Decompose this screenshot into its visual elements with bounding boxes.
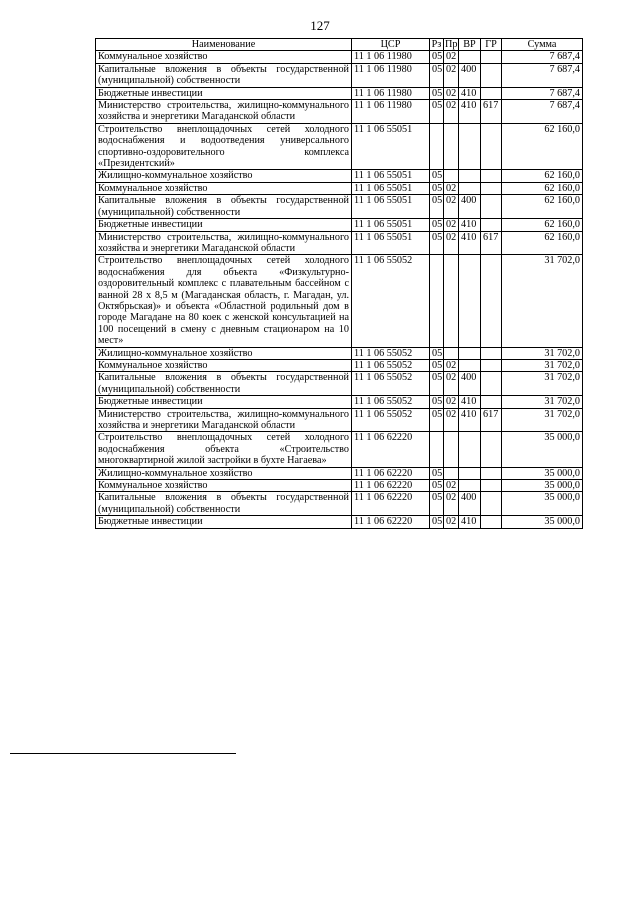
cell-name: Бюджетные инвестиции	[96, 87, 352, 99]
cell-name: Жилищно-коммунальное хозяйство	[96, 467, 352, 479]
cell-csr: 11 1 06 55051	[352, 219, 430, 231]
cell-rz: 05	[430, 170, 444, 182]
cell-gr: 617	[481, 100, 502, 124]
cell-csr: 11 1 06 55051	[352, 123, 430, 170]
cell-rz: 05	[430, 182, 444, 194]
cell-name: Строительство внеплощадочных сетей холодного водоснабжения объекта «Строительство многоквартирной жилой застройки в бухте Нагаева»	[96, 432, 352, 467]
cell-vr: 410	[459, 219, 481, 231]
cell-rz	[430, 432, 444, 467]
cell-gr: 617	[481, 408, 502, 432]
cell-rz: 05	[430, 396, 444, 408]
cell-rz: 05	[430, 516, 444, 528]
cell-csr: 11 1 06 11980	[352, 63, 430, 87]
cell-rz: 05	[430, 480, 444, 492]
table-row	[96, 480, 583, 492]
cell-pr	[444, 432, 459, 467]
cell-csr: 11 1 06 55051	[352, 170, 430, 182]
cell-vr: 400	[459, 492, 481, 516]
cell-gr	[481, 516, 502, 528]
cell-pr: 02	[444, 359, 459, 371]
cell-sum: 7 687,4	[502, 63, 583, 87]
cell-pr: 02	[444, 100, 459, 124]
cell-vr	[459, 467, 481, 479]
cell-pr	[444, 170, 459, 182]
cell-name: Министерство строительства, жилищно-коммунального хозяйства и энергетики Магаданской области	[96, 408, 352, 432]
cell-rz: 05	[430, 100, 444, 124]
cell-gr	[481, 347, 502, 359]
header-vr: ВР	[459, 39, 481, 51]
cell-gr	[481, 359, 502, 371]
table-row	[96, 51, 583, 63]
table-row	[96, 408, 583, 432]
cell-sum: 7 687,4	[502, 51, 583, 63]
cell-sum: 7 687,4	[502, 87, 583, 99]
cell-name: Жилищно-коммунальное хозяйство	[96, 347, 352, 359]
header-rz: Рз	[430, 39, 444, 51]
cell-sum: 62 160,0	[502, 195, 583, 219]
cell-csr: 11 1 06 62220	[352, 432, 430, 467]
cell-pr: 02	[444, 516, 459, 528]
table-body	[96, 51, 583, 528]
cell-csr: 11 1 06 55051	[352, 231, 430, 255]
table-row	[96, 347, 583, 359]
cell-rz: 05	[430, 231, 444, 255]
cell-vr	[459, 255, 481, 347]
table-row	[96, 359, 583, 371]
cell-gr	[481, 372, 502, 396]
cell-sum: 35 000,0	[502, 516, 583, 528]
cell-gr	[481, 182, 502, 194]
cell-csr: 11 1 06 55052	[352, 396, 430, 408]
cell-rz	[430, 255, 444, 347]
cell-sum: 35 000,0	[502, 467, 583, 479]
header-pr: Пр	[445, 39, 458, 50]
table-row	[96, 100, 583, 124]
cell-rz: 05	[430, 63, 444, 87]
cell-pr: 02	[444, 195, 459, 219]
cell-pr: 02	[444, 492, 459, 516]
cell-csr: 11 1 06 62220	[352, 467, 430, 479]
header-gr: ГР	[481, 39, 502, 51]
cell-name: Коммунальное хозяйство	[96, 359, 352, 371]
budget-table	[95, 38, 583, 529]
cell-name: Капитальные вложения в объекты государственной (муниципальной) собственности	[96, 372, 352, 396]
cell-name: Строительство внеплощадочных сетей холодного водоснабжения для объекта «Физкультурно-оздоровительный комплекс с плавательным бассейном с ванной 28 х 8,5 м (Магаданская область, г. Магадан, ул. Октябрьская)» и объекта «Областной родильный дом в городе Магадане на 80 коек с женской консультацией на 100 посещений в смену с дневным стационаром на 10 мест»	[96, 255, 352, 347]
cell-csr: 11 1 06 55051	[352, 195, 430, 219]
table-row	[96, 492, 583, 516]
cell-vr	[459, 359, 481, 371]
cell-gr	[481, 255, 502, 347]
cell-sum: 31 702,0	[502, 408, 583, 432]
cell-gr	[481, 432, 502, 467]
cell-rz: 05	[430, 408, 444, 432]
cell-pr	[444, 467, 459, 479]
cell-csr: 11 1 06 55052	[352, 408, 430, 432]
cell-sum: 62 160,0	[502, 182, 583, 194]
cell-gr	[481, 396, 502, 408]
cell-csr: 11 1 06 55052	[352, 255, 430, 347]
cell-sum: 31 702,0	[502, 396, 583, 408]
table-row	[96, 87, 583, 99]
cell-name: Министерство строительства, жилищно-коммунального хозяйства и энергетики Магаданской области	[96, 231, 352, 255]
cell-vr: 400	[459, 63, 481, 87]
cell-gr	[481, 63, 502, 87]
cell-csr: 11 1 06 55052	[352, 372, 430, 396]
cell-rz: 05	[430, 87, 444, 99]
cell-pr	[444, 255, 459, 347]
cell-sum: 31 702,0	[502, 372, 583, 396]
cell-sum: 31 702,0	[502, 255, 583, 347]
cell-pr: 02	[444, 63, 459, 87]
cell-rz: 05	[430, 219, 444, 231]
cell-name: Коммунальное хозяйство	[96, 51, 352, 63]
cell-vr: 410	[459, 231, 481, 255]
cell-vr	[459, 347, 481, 359]
cell-pr: 02	[444, 51, 459, 63]
cell-rz: 05	[430, 51, 444, 63]
cell-name: Бюджетные инвестиции	[96, 219, 352, 231]
header-csr: ЦСР	[352, 39, 430, 51]
header-name: Наименование	[96, 39, 352, 51]
cell-pr: 02	[444, 408, 459, 432]
cell-gr	[481, 492, 502, 516]
cell-rz: 05	[430, 492, 444, 516]
cell-csr: 11 1 06 62220	[352, 480, 430, 492]
cell-gr	[481, 170, 502, 182]
table-row	[96, 231, 583, 255]
cell-vr	[459, 51, 481, 63]
cell-sum: 62 160,0	[502, 219, 583, 231]
cell-sum: 31 702,0	[502, 347, 583, 359]
cell-gr	[481, 123, 502, 170]
page-number: 127	[310, 18, 330, 33]
table-row	[96, 219, 583, 231]
cell-gr	[481, 87, 502, 99]
table-row	[96, 123, 583, 170]
cell-name: Бюджетные инвестиции	[96, 516, 352, 528]
cell-pr	[444, 347, 459, 359]
cell-name: Коммунальное хозяйство	[96, 182, 352, 194]
table-row	[96, 516, 583, 528]
cell-gr	[481, 195, 502, 219]
table-row	[96, 170, 583, 182]
cell-sum: 62 160,0	[502, 170, 583, 182]
cell-rz	[430, 123, 444, 170]
cell-vr	[459, 182, 481, 194]
cell-vr	[459, 480, 481, 492]
cell-vr: 400	[459, 195, 481, 219]
table-row	[96, 372, 583, 396]
table-header	[96, 39, 583, 51]
cell-pr: 02	[444, 219, 459, 231]
cell-pr: 02	[444, 231, 459, 255]
header-row	[96, 39, 583, 51]
cell-gr	[481, 51, 502, 63]
cell-gr	[481, 480, 502, 492]
cell-pr: 02	[444, 182, 459, 194]
cell-csr: 11 1 06 11980	[352, 87, 430, 99]
table-row	[96, 396, 583, 408]
cell-csr: 11 1 06 55052	[352, 359, 430, 371]
cell-pr: 02	[444, 396, 459, 408]
cell-sum: 31 702,0	[502, 359, 583, 371]
cell-name: Строительство внеплощадочных сетей холодного водоснабжения и водоотведения универсального спортивно-оздоровительного комплекса «Президентский»	[96, 123, 352, 170]
cell-rz: 05	[430, 372, 444, 396]
table-row	[96, 63, 583, 87]
cell-csr: 11 1 06 62220	[352, 492, 430, 516]
cell-sum: 35 000,0	[502, 432, 583, 467]
table-row	[96, 195, 583, 219]
cell-vr: 410	[459, 396, 481, 408]
cell-name: Жилищно-коммунальное хозяйство	[96, 170, 352, 182]
cell-pr: 02	[444, 480, 459, 492]
cell-rz: 05	[430, 195, 444, 219]
cell-csr: 11 1 06 62220	[352, 516, 430, 528]
cell-sum: 62 160,0	[502, 231, 583, 255]
footnote-separator	[10, 753, 236, 754]
cell-gr	[481, 219, 502, 231]
cell-rz: 05	[430, 347, 444, 359]
table-row	[96, 467, 583, 479]
cell-vr	[459, 123, 481, 170]
cell-vr: 410	[459, 516, 481, 528]
cell-name: Капитальные вложения в объекты государственной (муниципальной) собственности	[96, 492, 352, 516]
cell-rz: 05	[430, 467, 444, 479]
cell-gr: 617	[481, 231, 502, 255]
cell-csr: 11 1 06 55051	[352, 182, 430, 194]
cell-pr	[444, 123, 459, 170]
cell-vr: 410	[459, 408, 481, 432]
cell-rz: 05	[430, 359, 444, 371]
cell-name: Капитальные вложения в объекты государственной (муниципальной) собственности	[96, 195, 352, 219]
cell-sum: 35 000,0	[502, 492, 583, 516]
table-row	[96, 182, 583, 194]
cell-csr: 11 1 06 55052	[352, 347, 430, 359]
cell-vr: 410	[459, 87, 481, 99]
cell-sum: 7 687,4	[502, 100, 583, 124]
cell-csr: 11 1 06 11980	[352, 100, 430, 124]
cell-pr: 02	[444, 87, 459, 99]
cell-vr: 400	[459, 372, 481, 396]
cell-sum: 62 160,0	[502, 123, 583, 170]
header-sum: Сумма	[502, 39, 583, 51]
table-row	[96, 255, 583, 347]
cell-sum: 35 000,0	[502, 480, 583, 492]
cell-name: Министерство строительства, жилищно-коммунального хозяйства и энергетики Магаданской области	[96, 100, 352, 124]
cell-vr: 410	[459, 100, 481, 124]
cell-vr	[459, 432, 481, 467]
cell-pr: 02	[444, 372, 459, 396]
cell-gr	[481, 467, 502, 479]
cell-vr	[459, 170, 481, 182]
table-row	[96, 432, 583, 467]
cell-name: Коммунальное хозяйство	[96, 480, 352, 492]
cell-csr: 11 1 06 11980	[352, 51, 430, 63]
cell-name: Капитальные вложения в объекты государственной (муниципальной) собственности	[96, 63, 352, 87]
cell-name: Бюджетные инвестиции	[96, 396, 352, 408]
